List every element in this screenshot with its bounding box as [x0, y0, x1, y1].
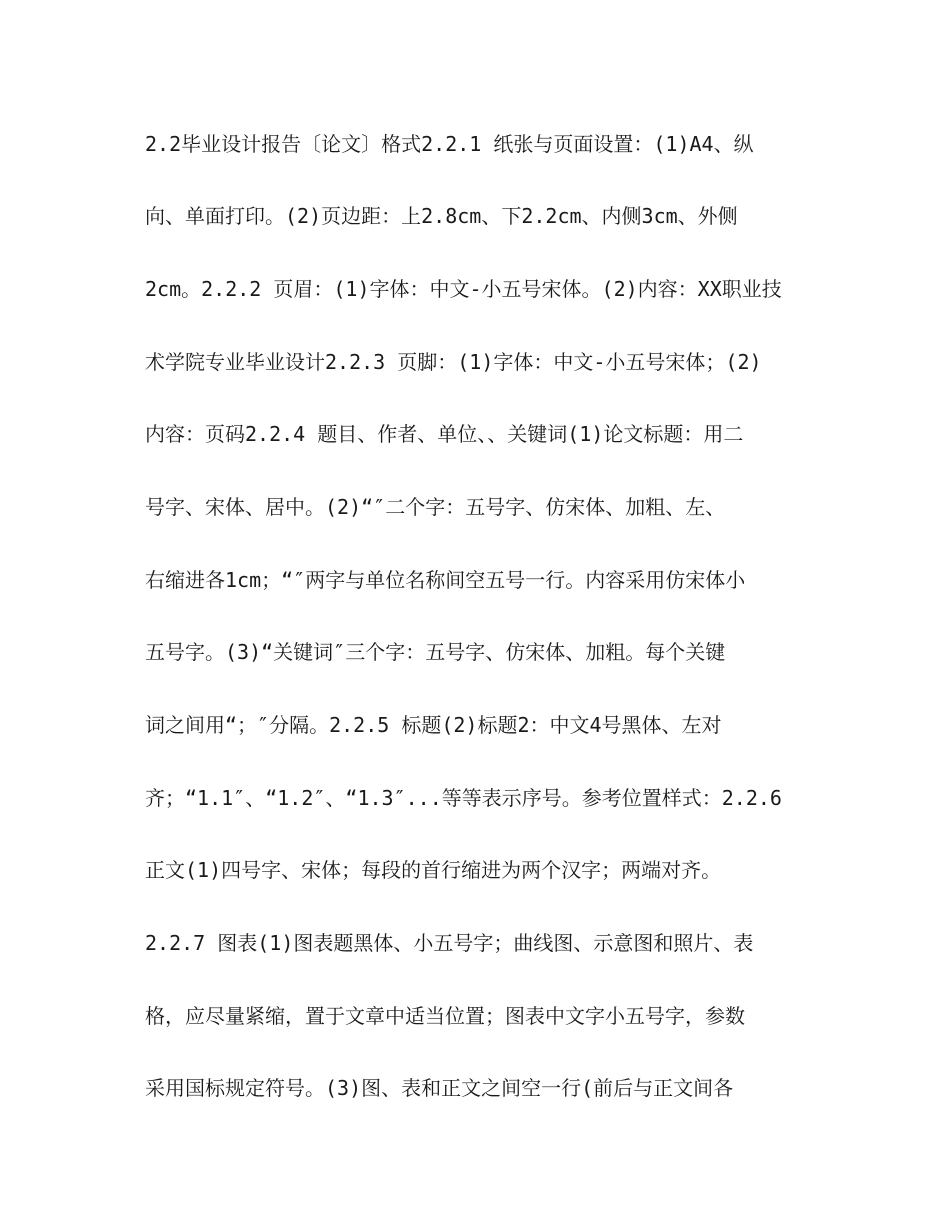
text-line-11: 正文(1)四号字、宋体；每段的首行缩进为两个汉字；两端对齐。 [145, 858, 722, 882]
text-line-4: 术学院专业毕业设计2.2.3 页脚：(1)字体：中文-小五号宋体；(2) [145, 350, 762, 374]
text-line-10: 齐；“1.1″、“1.2″、“1.3″...等等表示序号。参考位置样式：2.2.6 [145, 786, 782, 810]
text-line-1: 2.2毕业设计报告〔论文〕格式2.2.1 纸张与页面设置：(1)A4、纵 [145, 132, 754, 156]
text-line-2: 向、单面打印。(2)页边距：上2.8cm、下2.2cm、内侧3cm、外侧 [145, 204, 738, 228]
text-line-6: 号字、宋体、居中。(2)“″二个字：五号字、仿宋体、加粗、左、 [145, 495, 726, 519]
text-line-12: 2.2.7 图表(1)图表题黑体、小五号字；曲线图、示意图和照片、表 [145, 931, 754, 955]
text-line-3: 2cm。2.2.2 页眉：(1)字体：中文-小五号宋体。(2)内容：XX职业技 [145, 277, 782, 301]
text-line-8: 五号字。(3)“关键词″三个字：五号字、仿宋体、加粗。每个关键 [145, 640, 726, 664]
text-line-7: 右缩进各1cm；“″两字与单位名称间空五号一行。内容采用仿宋体小 [145, 568, 746, 592]
text-line-9: 词之间用“；″分隔。2.2.5 标题(2)标题2：中文4号黑体、左对 [145, 713, 722, 737]
text-line-5: 内容：页码2.2.4 题目、作者、单位、、关键词(1)论文标题：用二 [145, 422, 744, 446]
text-line-13: 格，应尽量紧缩，置于文章中适当位置；图表中文字小五号字，参数 [145, 1004, 745, 1028]
text-line-14: 采用国标规定符号。(3)图、表和正文之间空一行(前后与正文间各 [145, 1076, 734, 1100]
